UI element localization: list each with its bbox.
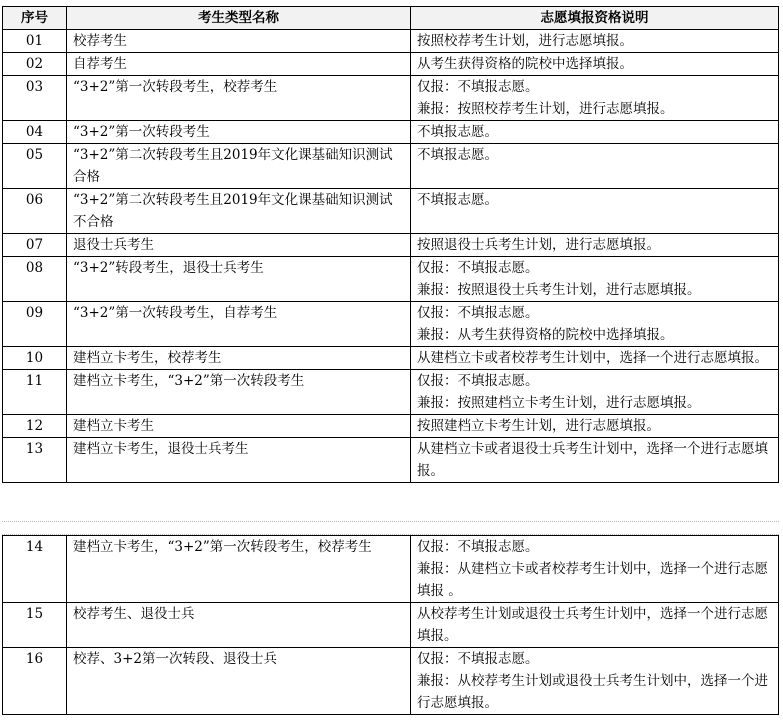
page-break [2,521,779,535]
table-row [3,603,779,648]
table-row [3,76,779,121]
candidate-type: 建档立卡考生，“3+2”第一次转段考生 [67,370,411,415]
row-number: 12 [3,415,67,438]
header-type: 考生类型名称 [67,7,411,30]
row-number: 06 [3,189,67,234]
eligibility-desc: 按照建档立卡考生计划，进行志愿填报。 [411,415,779,438]
candidate-type: “3+2”第一次转段考生 [67,121,411,144]
row-number: 15 [3,603,67,648]
eligibility-table-part2 [2,535,779,715]
row-number: 07 [3,234,67,257]
candidate-type: 校荐考生、退役士兵 [67,603,411,648]
row-number: 05 [3,144,67,189]
table-row [3,536,779,603]
eligibility-desc: 从校荐考生计划或退役士兵考生计划中，选择一个进行志愿填报。 [411,603,779,648]
row-number: 14 [3,536,67,603]
table-row [3,53,779,76]
eligibility-desc: 不填报志愿。 [411,144,779,189]
header-desc: 志愿填报资格说明 [411,7,779,30]
table-row [3,648,779,715]
candidate-type: “3+2”第一次转段考生，自荐考生 [67,302,411,347]
candidate-type: “3+2”第一次转段考生，校荐考生 [67,76,411,121]
row-number: 04 [3,121,67,144]
header-no: 序号 [3,7,67,30]
table-row [3,234,779,257]
eligibility-desc: 按照退役士兵考生计划，进行志愿填报。 [411,234,779,257]
candidate-type: 退役士兵考生 [67,234,411,257]
table-row [3,415,779,438]
eligibility-desc: 仅报：不填报志愿。 兼报：按照建档立卡考生计划，进行志愿填报。 [411,370,779,415]
candidate-type: “3+2”转段考生，退役士兵考生 [67,257,411,302]
table-row [3,144,779,189]
candidate-type: 自荐考生 [67,53,411,76]
row-number: 08 [3,257,67,302]
table-row [3,121,779,144]
eligibility-table-part1 [2,6,779,483]
row-number: 11 [3,370,67,415]
candidate-type: 建档立卡考生，“3+2”第一次转段考生，校荐考生 [67,536,411,603]
row-number: 10 [3,347,67,370]
table-row [3,347,779,370]
eligibility-desc: 仅报：不填报志愿。 兼报：按照校荐考生计划，进行志愿填报。 [411,76,779,121]
table-row [3,30,779,53]
eligibility-desc: 仅报：不填报志愿。 兼报：从建档立卡或者校荐考生计划中，选择一个进行志愿填报 。 [411,536,779,603]
eligibility-desc: 仅报：不填报志愿。 兼报：从考生获得资格的院校中选择填报。 [411,302,779,347]
eligibility-desc: 不填报志愿。 [411,189,779,234]
eligibility-desc: 从建档立卡或者退役士兵考生计划中，选择一个进行志愿填报。 [411,438,779,483]
candidate-type: 建档立卡考生，退役士兵考生 [67,438,411,483]
eligibility-desc: 仅报：不填报志愿。 兼报：按照退役士兵考生计划，进行志愿填报。 [411,257,779,302]
row-number: 09 [3,302,67,347]
candidate-type: 建档立卡考生 [67,415,411,438]
eligibility-desc: 按照校荐考生计划，进行志愿填报。 [411,30,779,53]
candidate-type: 校荐考生 [67,30,411,53]
eligibility-desc: 从考生获得资格的院校中选择填报。 [411,53,779,76]
table-row [3,257,779,302]
table-row [3,370,779,415]
eligibility-desc: 仅报：不填报志愿。 兼报：从校荐考生计划或退役士兵考生计划中，选择一个进行志愿填报。 [411,648,779,715]
table-row [3,189,779,234]
candidate-type: 建档立卡考生，校荐考生 [67,347,411,370]
row-number: 01 [3,30,67,53]
row-number: 02 [3,53,67,76]
header-row [3,7,779,30]
table-row [3,302,779,347]
eligibility-desc: 不填报志愿。 [411,121,779,144]
candidate-type: 校荐、3+2第一次转段、退役士兵 [67,648,411,715]
candidate-type: “3+2”第二次转段考生且2019年文化课基础知识测试不合格 [67,189,411,234]
candidate-type: “3+2”第二次转段考生且2019年文化课基础知识测试合格 [67,144,411,189]
row-number: 03 [3,76,67,121]
row-number: 16 [3,648,67,715]
eligibility-desc: 从建档立卡或者校荐考生计划中，选择一个进行志愿填报。 [411,347,779,370]
table-row [3,438,779,483]
row-number: 13 [3,438,67,483]
